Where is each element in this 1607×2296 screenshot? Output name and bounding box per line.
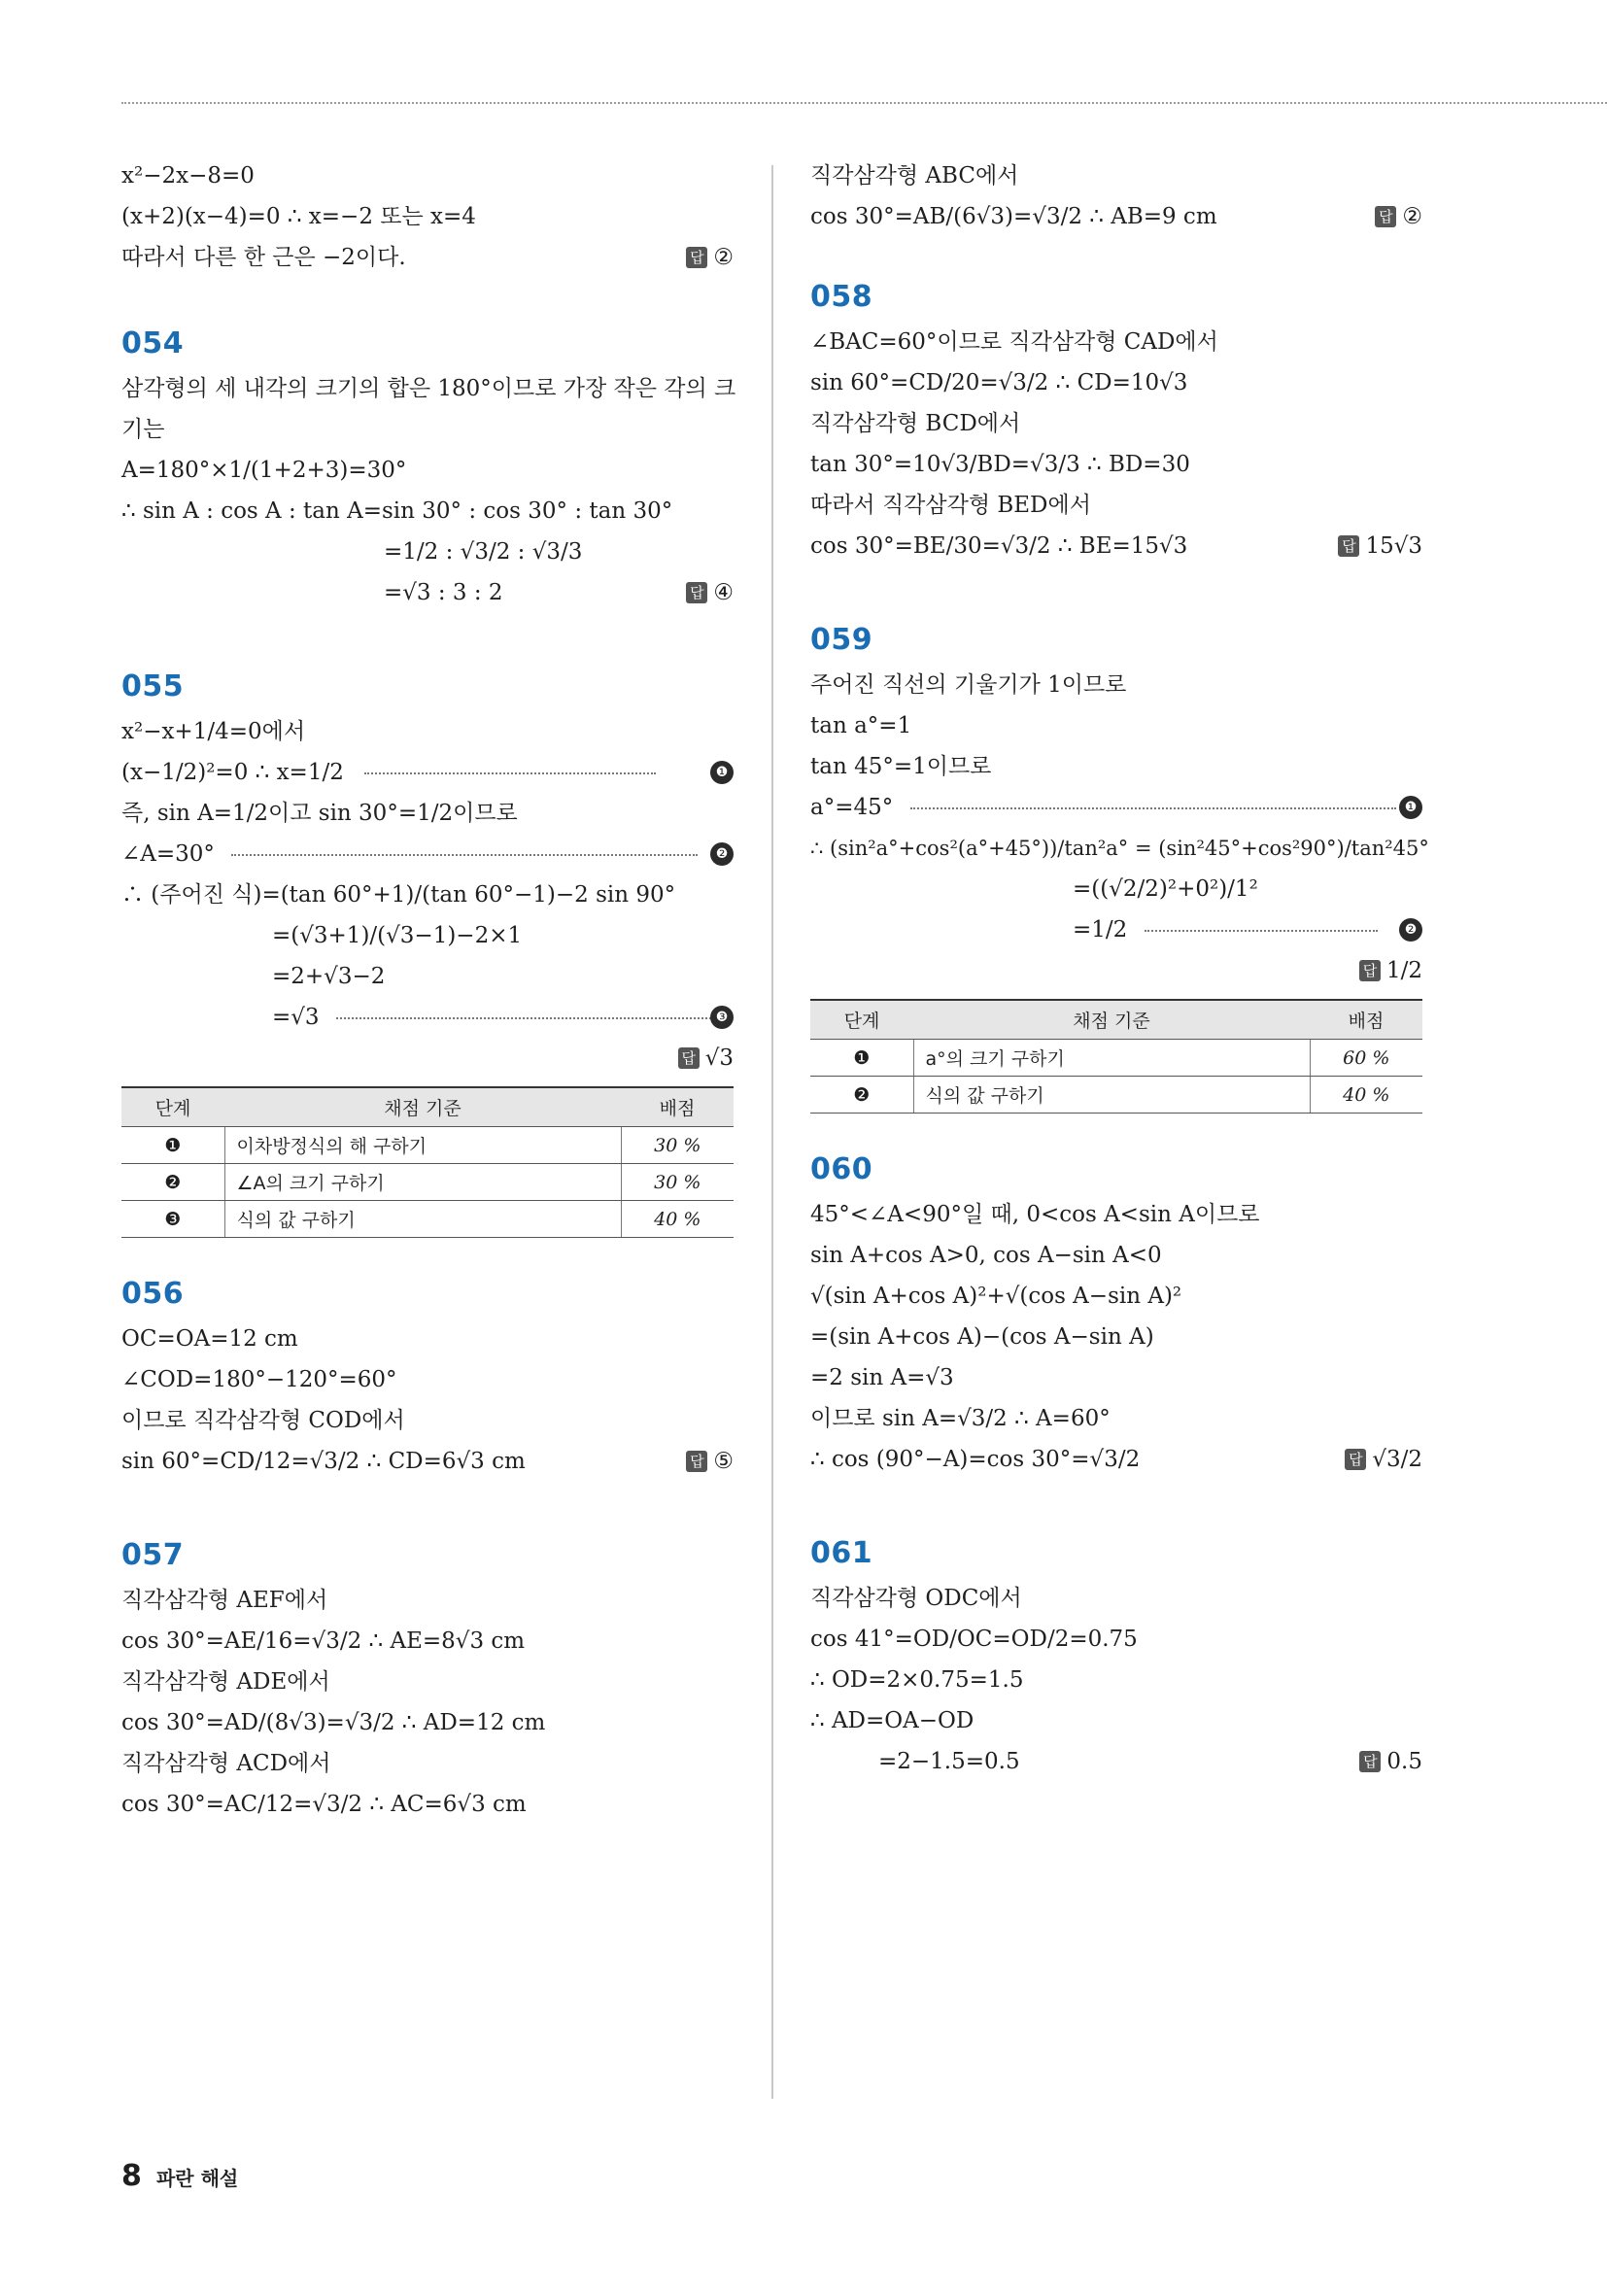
solution-text: cos 30°=BE/30=√3/2 ∴ BE=15√3 bbox=[810, 533, 1188, 559]
solution-line: cos 30°=AC/12=√3/2 ∴ AC=6√3 cm bbox=[121, 1792, 527, 1817]
page-footer bbox=[121, 2159, 238, 2193]
solution-line: cos 30°=AE/16=√3/2 ∴ AE=8√3 cm bbox=[121, 1628, 526, 1654]
answer-mark bbox=[1359, 958, 1422, 983]
solution-text: cos 30°=AB/(6√3)=√3/2 ∴ AB=9 cm bbox=[810, 204, 1217, 229]
dotted-leader bbox=[231, 854, 698, 856]
solution-line: 기는 bbox=[121, 417, 165, 442]
table-row bbox=[121, 1164, 734, 1201]
answer-value: ② bbox=[713, 245, 734, 270]
solution-line bbox=[810, 787, 1422, 828]
table-header-row bbox=[121, 1087, 734, 1127]
solution-line: ∴ (sin²a°+cos²(a°+45°))/tan²a° = (sin²45°+cos²90°)/tan²45° bbox=[810, 837, 1429, 860]
solution-056 bbox=[121, 1277, 734, 1482]
table-cell: 30 % bbox=[621, 1164, 734, 1201]
dotted-leader bbox=[364, 772, 656, 774]
solution-061 bbox=[810, 1536, 1422, 1782]
solution-line bbox=[121, 752, 734, 793]
solution-line: ∠COD=180°−120°=60° bbox=[121, 1367, 397, 1392]
dotted-leader bbox=[910, 807, 1396, 809]
answer-mark bbox=[1345, 1439, 1422, 1480]
solution-line: 직각삼각형 ODC에서 bbox=[810, 1586, 1022, 1611]
solution-line: tan 30°=10√3/BD=√3/3 ∴ BD=30 bbox=[810, 452, 1190, 477]
answer-value: ② bbox=[1402, 204, 1422, 229]
solution-line bbox=[121, 834, 734, 874]
solution-line: 주어진 직선의 기울기가 1이므로 bbox=[810, 672, 1127, 698]
solution-057-cont bbox=[810, 155, 1422, 237]
solution-line: 45°<∠A<90°일 때, 0<cos A<sin A이므로 bbox=[810, 1202, 1260, 1227]
solution-line: OC=OA=12 cm bbox=[121, 1326, 298, 1352]
solution-line: 직각삼각형 ADE에서 bbox=[121, 1669, 330, 1695]
solution-line: 직각삼각형 AEF에서 bbox=[121, 1588, 328, 1613]
solution-line: ∴ (주어진 식)=(tan 60°+1)/(tan 60°−1)−2 sin 90° bbox=[121, 882, 676, 908]
column-divider bbox=[771, 165, 773, 2099]
solution-line: =(√3+1)/(√3−1)−2×1 bbox=[272, 923, 523, 948]
answer-badge: 답 bbox=[686, 247, 707, 268]
answer-badge: 답 bbox=[678, 1047, 700, 1069]
solution-line: ∴ AD=OA−OD bbox=[810, 1708, 974, 1733]
table-header: 채점 기준 bbox=[224, 1087, 621, 1127]
header-rule bbox=[121, 102, 1607, 104]
solution-059 bbox=[810, 623, 1429, 1114]
solution-text: (x−1/2)²=0 ∴ x=1/2 bbox=[121, 760, 344, 785]
dotted-leader bbox=[1145, 930, 1378, 932]
solution-line: 따라서 직각삼각형 BED에서 bbox=[810, 493, 1091, 518]
solution-line bbox=[810, 196, 1422, 237]
solution-line: cos 30°=AD/(8√3)=√3/2 ∴ AD=12 cm bbox=[121, 1710, 546, 1735]
table-cell: 40 % bbox=[621, 1201, 734, 1238]
solution-line: 삼각형의 세 내각의 크기의 합은 180°이므로 가장 작은 각의 크 bbox=[121, 376, 736, 401]
table-cell: ❶ bbox=[810, 1040, 913, 1077]
solution-line: sin A+cos A>0, cos A−sin A<0 bbox=[810, 1243, 1162, 1268]
table-cell: ❷ bbox=[810, 1077, 913, 1114]
solution-line: x²−2x−8=0 bbox=[121, 163, 255, 188]
answer-mark bbox=[1359, 1741, 1422, 1782]
answer-value: √3/2 bbox=[1372, 1447, 1422, 1472]
table-cell: a°의 크기 구하기 bbox=[913, 1040, 1310, 1077]
problem-number: 058 bbox=[810, 280, 873, 314]
table-header: 단계 bbox=[810, 1000, 913, 1040]
solution-line: ∠BAC=60°이므로 직각삼각형 CAD에서 bbox=[810, 329, 1218, 355]
solution-text: =√3 : 3 : 2 bbox=[384, 580, 503, 605]
answer-badge: 답 bbox=[1359, 1751, 1381, 1772]
scoring-table bbox=[121, 1086, 734, 1238]
table-row bbox=[121, 1127, 734, 1164]
solution-line bbox=[810, 526, 1422, 566]
answer-value: ④ bbox=[713, 580, 734, 605]
answer-value: √3 bbox=[704, 1045, 734, 1071]
solution-line: =(sin A+cos A)−(cos A−sin A) bbox=[810, 1324, 1154, 1350]
answer-badge: 답 bbox=[686, 582, 707, 603]
solution-060 bbox=[810, 1152, 1422, 1480]
step-marker: ❶ bbox=[710, 761, 734, 784]
table-cell: ❸ bbox=[121, 1201, 224, 1238]
solution-line: sin 60°=CD/20=√3/2 ∴ CD=10√3 bbox=[810, 370, 1188, 395]
step-marker: ❸ bbox=[710, 1006, 734, 1029]
solution-line bbox=[121, 572, 734, 613]
answer-value: 15√3 bbox=[1365, 533, 1422, 559]
solution-line: =2 sin A=√3 bbox=[810, 1365, 954, 1390]
answer-value: 0.5 bbox=[1386, 1749, 1422, 1774]
solution-line: cos 41°=OD/OC=OD/2=0.75 bbox=[810, 1627, 1138, 1652]
solution-text: =1/2 bbox=[1073, 917, 1128, 942]
table-cell: 30 % bbox=[621, 1127, 734, 1164]
page-number: 8 bbox=[121, 2159, 142, 2193]
solution-line: √(sin A+cos A)²+√(cos A−sin A)² bbox=[810, 1284, 1182, 1309]
solution-line: (x+2)(x−4)=0 ∴ x=−2 또는 x=4 bbox=[121, 204, 476, 229]
solution-text: =2−1.5=0.5 bbox=[878, 1749, 1020, 1774]
answer-value: 1/2 bbox=[1385, 958, 1422, 983]
solution-line: 이므로 sin A=√3/2 ∴ A=60° bbox=[810, 1406, 1111, 1431]
step-marker: ❶ bbox=[1399, 796, 1422, 819]
answer-badge: 답 bbox=[1375, 206, 1396, 227]
solution-line: 즉, sin A=1/2이고 sin 30°=1/2이므로 bbox=[121, 801, 518, 826]
table-cell: 40 % bbox=[1310, 1077, 1422, 1114]
answer-line bbox=[810, 950, 1422, 991]
problem-number: 060 bbox=[810, 1152, 873, 1186]
table-cell: ∠A의 크기 구하기 bbox=[224, 1164, 621, 1201]
solution-line: =2+√3−2 bbox=[272, 964, 386, 989]
solution-line: =1/2 : √3/2 : √3/3 bbox=[384, 539, 583, 565]
scoring-table bbox=[810, 999, 1422, 1114]
solution-text: a°=45° bbox=[810, 795, 894, 820]
answer-badge: 답 bbox=[1345, 1449, 1366, 1470]
step-marker: ❷ bbox=[710, 842, 734, 866]
table-header-row bbox=[810, 1000, 1422, 1040]
problem-number: 056 bbox=[121, 1277, 185, 1311]
table-cell: 식의 값 구하기 bbox=[224, 1201, 621, 1238]
problem-number: 059 bbox=[810, 623, 873, 657]
answer-badge: 답 bbox=[686, 1451, 707, 1472]
solution-line bbox=[121, 1441, 734, 1482]
solution-line: x²−x+1/4=0에서 bbox=[121, 719, 306, 744]
solution-057 bbox=[121, 1538, 734, 1825]
solution-line: 이므로 직각삼각형 COD에서 bbox=[121, 1408, 405, 1433]
book-title: 파란 해설 bbox=[155, 2167, 239, 2190]
dotted-leader bbox=[336, 1017, 715, 1019]
answer-mark bbox=[686, 572, 734, 613]
answer-badge: 답 bbox=[1338, 535, 1359, 557]
solution-text: ∠A=30° bbox=[121, 841, 215, 867]
left-column bbox=[121, 155, 734, 1881]
solution-text: 따라서 다른 한 근은 −2이다. bbox=[121, 245, 406, 270]
solution-line: ∴ OD=2×0.75=1.5 bbox=[810, 1667, 1024, 1693]
solution-058 bbox=[810, 280, 1422, 566]
solution-line: =((√2/2)²+0²)/1² bbox=[1073, 876, 1258, 902]
solution-line bbox=[121, 997, 734, 1038]
solution-line: A=180°×1/(1+2+3)=30° bbox=[121, 458, 407, 483]
table-cell: 식의 값 구하기 bbox=[913, 1077, 1310, 1114]
solution-line bbox=[810, 1741, 1422, 1782]
table-row bbox=[810, 1077, 1422, 1114]
solution-line: tan a°=1 bbox=[810, 713, 912, 738]
answer-line bbox=[121, 1038, 734, 1079]
step-marker: ❷ bbox=[1399, 918, 1422, 942]
table-row bbox=[121, 1201, 734, 1238]
table-header: 채점 기준 bbox=[913, 1000, 1310, 1040]
right-column bbox=[810, 155, 1429, 1838]
table-cell: ❶ bbox=[121, 1127, 224, 1164]
problem-number: 057 bbox=[121, 1538, 185, 1572]
solution-text: sin 60°=CD/12=√3/2 ∴ CD=6√3 cm bbox=[121, 1449, 526, 1474]
answer-mark bbox=[678, 1045, 734, 1071]
solution-line bbox=[121, 237, 734, 278]
table-row bbox=[810, 1040, 1422, 1077]
answer-mark bbox=[1338, 526, 1422, 566]
solution-055 bbox=[121, 669, 734, 1238]
solution-text: =√3 bbox=[272, 1005, 320, 1030]
solution-line bbox=[810, 1439, 1422, 1480]
table-header: 단계 bbox=[121, 1087, 224, 1127]
table-header: 배점 bbox=[621, 1087, 734, 1127]
table-cell: 60 % bbox=[1310, 1040, 1422, 1077]
problem-number: 054 bbox=[121, 326, 185, 360]
solution-054 bbox=[121, 326, 734, 613]
solution-line: 직각삼각형 ABC에서 bbox=[810, 163, 1019, 188]
solution-line bbox=[810, 909, 1422, 950]
answer-badge: 답 bbox=[1359, 960, 1381, 981]
solution-line: 직각삼각형 BCD에서 bbox=[810, 411, 1021, 436]
solution-line: ∴ sin A : cos A : tan A=sin 30° : cos 30° : tan 30° bbox=[121, 498, 673, 524]
table-header: 배점 bbox=[1310, 1000, 1422, 1040]
table-cell: 이차방정식의 해 구하기 bbox=[224, 1127, 621, 1164]
solution-053-cont bbox=[121, 155, 734, 278]
problem-number: 055 bbox=[121, 669, 185, 703]
problem-number: 061 bbox=[810, 1536, 873, 1570]
answer-mark bbox=[1375, 196, 1422, 237]
answer-mark bbox=[686, 237, 734, 278]
table-cell: ❷ bbox=[121, 1164, 224, 1201]
solution-line: 직각삼각형 ACD에서 bbox=[121, 1751, 331, 1776]
answer-value: ⑤ bbox=[713, 1449, 734, 1474]
answer-mark bbox=[686, 1441, 734, 1482]
solution-text: ∴ cos (90°−A)=cos 30°=√3/2 bbox=[810, 1447, 1141, 1472]
solution-line: tan 45°=1이므로 bbox=[810, 754, 992, 779]
